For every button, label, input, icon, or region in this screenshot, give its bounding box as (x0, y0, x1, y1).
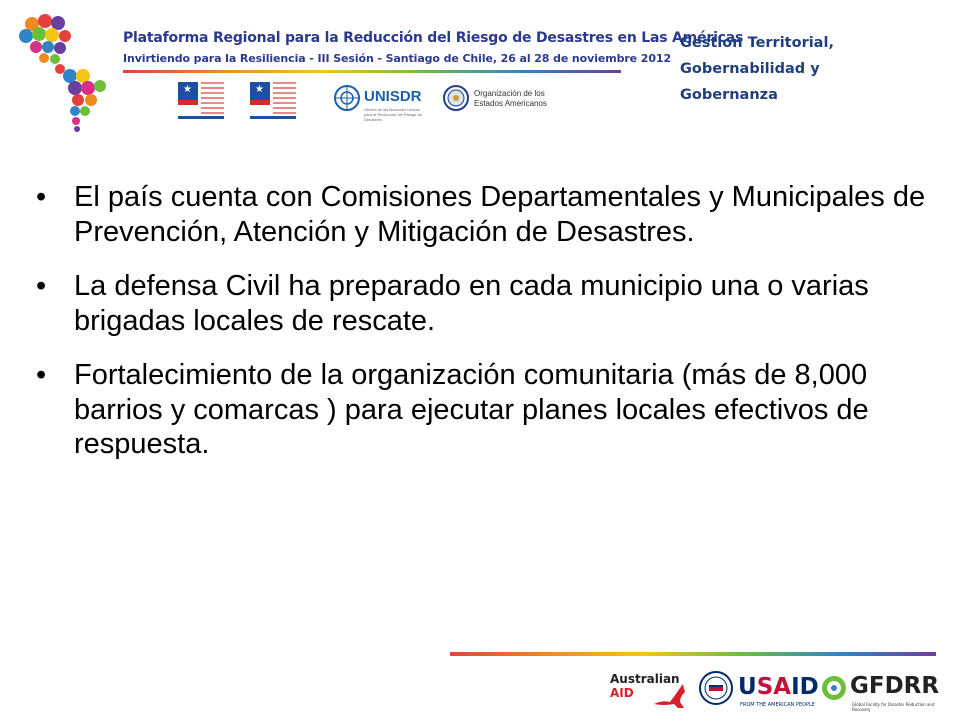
usaid-u: U (738, 674, 757, 700)
usaid-id: ID (791, 674, 819, 700)
banner-subtitle: Invirtiendo para la Resiliencia - III Sesión - Santiago de Chile, 26 al 28 de noviembre 2012 (123, 52, 671, 65)
americas-map-logo (18, 14, 114, 132)
usaid-seal-icon (698, 670, 734, 706)
usaid-sa: SA (756, 674, 792, 700)
oas-logo-text: Organización de los Estados Americanos (474, 89, 547, 108)
footer-color-line (450, 652, 936, 656)
section-title-line-2: Gobernabilidad y (680, 61, 820, 77)
bullet-item (36, 358, 936, 462)
bullet-dot-icon: • (36, 270, 47, 302)
banner-title: Plataforma Regional para la Reducción del Riesgo de Desastres en Las Américas (123, 30, 744, 46)
banner-color-line (123, 70, 621, 73)
unisdr-logo-text: UNISDR (364, 88, 422, 105)
usaid-logo-text (738, 674, 819, 700)
section-title-line-1: Gestion Territorial, (680, 35, 834, 51)
bullet-item (36, 269, 936, 338)
bullet-item (36, 180, 936, 249)
usaid-tagline: FROM THE AMERICAN PEOPLE (740, 702, 815, 708)
section-title-line-3: Gobernanza (680, 87, 778, 103)
bullet-text: La defensa Civil ha preparado en cada municipio una o varias brigadas locales de rescate. (74, 270, 869, 337)
gobierno-chile-logo-1: ★ (178, 82, 224, 120)
aid-label: AID (610, 686, 634, 700)
oas-emblem-icon (442, 84, 470, 112)
section-title (680, 30, 834, 108)
australian-label: Australian (610, 672, 680, 686)
gfdrr-globe-icon (820, 674, 848, 702)
un-emblem-icon (333, 84, 361, 112)
bullet-text: El país cuenta con Comisiones Departamentales y Municipales de Prevención, Atención y Mitigación de Desastres. (74, 181, 926, 248)
bullet-text: Fortalecimiento de la organización comunitaria (más de 8,000 barrios y comarcas ) para ejecutar planes locales efectivos de respuesta. (74, 359, 869, 460)
gfdrr-logo-text: GFDRR (850, 673, 940, 699)
gfdrr-tagline: Global Facility for Disaster Reduction and Recovery (852, 702, 935, 712)
bullet-list (36, 180, 936, 482)
unisdr-logo-subtext: Oficina de las Naciones Unidas para la Reducción del Riesgo de Desastres (364, 107, 422, 122)
bullet-dot-icon: • (36, 359, 47, 391)
gobierno-chile-logo-2: ★ (250, 82, 296, 120)
bullet-dot-icon: • (36, 181, 47, 213)
kangaroo-icon (650, 680, 690, 710)
